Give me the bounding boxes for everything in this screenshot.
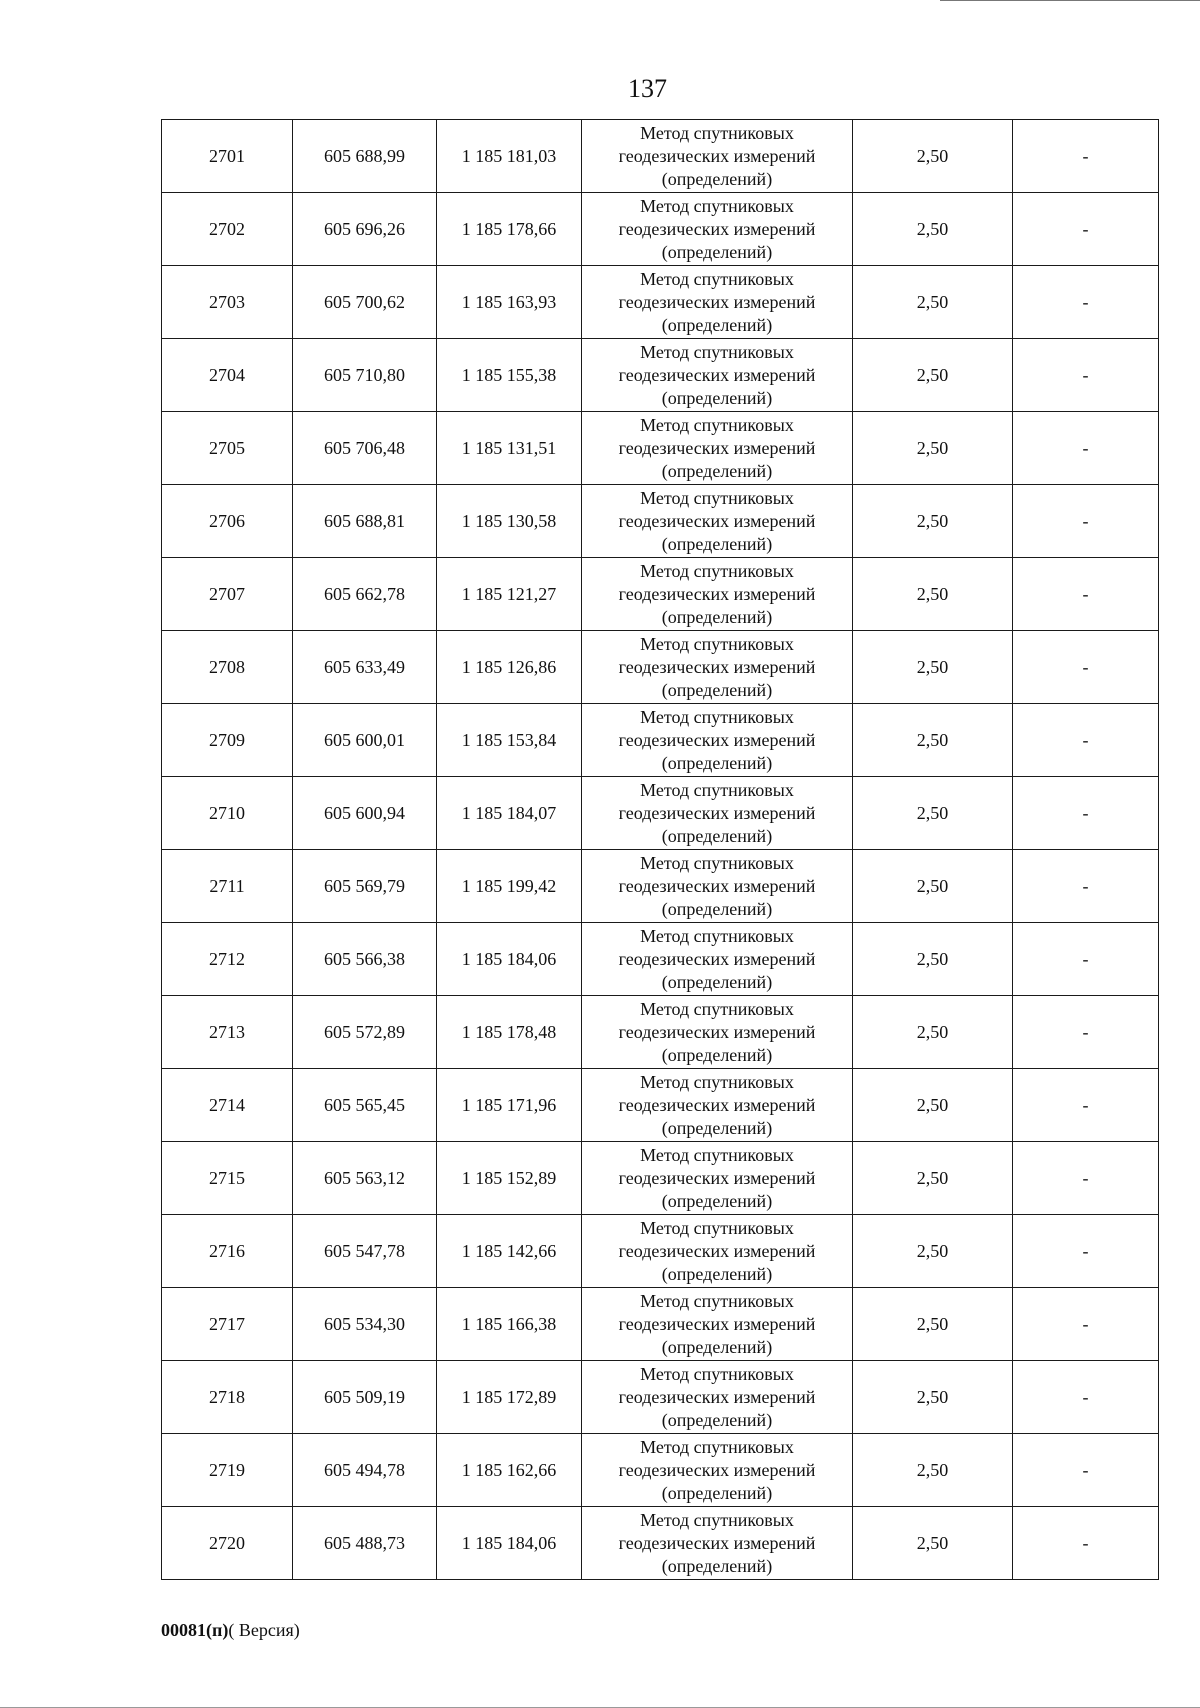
- table-row: [162, 1288, 1159, 1361]
- point-number-cell: 2711: [162, 850, 293, 923]
- y-coordinate-cell: 1 185 126,86: [437, 631, 582, 704]
- method-text-line: геодезических измерений: [618, 291, 816, 312]
- note-cell: -: [1013, 923, 1159, 996]
- method-text-line: (определений): [661, 752, 773, 773]
- method-text-line: геодезических измерений: [618, 145, 816, 166]
- x-coordinate-cell: 605 494,78: [293, 1434, 437, 1507]
- table-row: [162, 1361, 1159, 1434]
- accuracy-cell: 2,50: [853, 1069, 1013, 1142]
- method-text-line: Метод спутниковых: [640, 925, 794, 946]
- method-text-line: геодезических измерений: [618, 1094, 816, 1115]
- method-cell: [582, 1507, 853, 1580]
- y-coordinate-cell: 1 185 155,38: [437, 339, 582, 412]
- accuracy-cell: 2,50: [853, 339, 1013, 412]
- note-cell: -: [1013, 558, 1159, 631]
- x-coordinate-cell: 605 633,49: [293, 631, 437, 704]
- point-number-cell: 2703: [162, 266, 293, 339]
- method-text-line: Метод спутниковых: [640, 268, 794, 289]
- table-row: [162, 558, 1159, 631]
- method-text-line: (определений): [661, 241, 773, 262]
- table-body: [162, 120, 1159, 1580]
- note-cell: -: [1013, 1507, 1159, 1580]
- method-text-line: Метод спутниковых: [640, 1363, 794, 1384]
- method-text-line: геодезических измерений: [618, 1459, 816, 1480]
- method-text-line: (определений): [661, 1190, 773, 1211]
- method-text-line: геодезических измерений: [618, 1386, 816, 1407]
- accuracy-cell: 2,50: [853, 266, 1013, 339]
- method-cell: [582, 193, 853, 266]
- point-number-cell: 2702: [162, 193, 293, 266]
- note-cell: -: [1013, 120, 1159, 193]
- method-cell: [582, 1069, 853, 1142]
- method-text-line: (определений): [661, 1409, 773, 1430]
- method-text-line: (определений): [661, 1336, 773, 1357]
- table-row: [162, 1142, 1159, 1215]
- method-cell: [582, 485, 853, 558]
- y-coordinate-cell: 1 185 181,03: [437, 120, 582, 193]
- method-text-line: (определений): [661, 314, 773, 335]
- version-label: ( Версия): [228, 1620, 300, 1640]
- point-number-cell: 2715: [162, 1142, 293, 1215]
- note-cell: -: [1013, 777, 1159, 850]
- note-cell: -: [1013, 631, 1159, 704]
- method-text-line: Метод спутниковых: [640, 487, 794, 508]
- accuracy-cell: 2,50: [853, 1142, 1013, 1215]
- y-coordinate-cell: 1 185 199,42: [437, 850, 582, 923]
- method-text-line: геодезических измерений: [618, 948, 816, 969]
- method-text-line: геодезических измерений: [618, 1532, 816, 1553]
- table-row: [162, 1434, 1159, 1507]
- x-coordinate-cell: 605 700,62: [293, 266, 437, 339]
- point-number-cell: 2712: [162, 923, 293, 996]
- note-cell: -: [1013, 193, 1159, 266]
- x-coordinate-cell: 605 566,38: [293, 923, 437, 996]
- method-text-line: Метод спутниковых: [640, 1217, 794, 1238]
- y-coordinate-cell: 1 185 171,96: [437, 1069, 582, 1142]
- point-number-cell: 2714: [162, 1069, 293, 1142]
- y-coordinate-cell: 1 185 142,66: [437, 1215, 582, 1288]
- method-cell: [582, 1215, 853, 1288]
- method-text-line: геодезических измерений: [618, 1313, 816, 1334]
- method-cell: [582, 996, 853, 1069]
- note-cell: -: [1013, 485, 1159, 558]
- table-row: [162, 631, 1159, 704]
- note-cell: -: [1013, 266, 1159, 339]
- method-text-line: (определений): [661, 387, 773, 408]
- table-row: [162, 120, 1159, 193]
- method-text-line: Метод спутниковых: [640, 341, 794, 362]
- x-coordinate-cell: 605 600,94: [293, 777, 437, 850]
- point-number-cell: 2707: [162, 558, 293, 631]
- method-text-line: геодезических измерений: [618, 875, 816, 896]
- point-number-cell: 2713: [162, 996, 293, 1069]
- note-cell: -: [1013, 1361, 1159, 1434]
- accuracy-cell: 2,50: [853, 923, 1013, 996]
- accuracy-cell: 2,50: [853, 1434, 1013, 1507]
- method-text-line: (определений): [661, 1263, 773, 1284]
- y-coordinate-cell: 1 185 178,66: [437, 193, 582, 266]
- method-text-line: (определений): [661, 825, 773, 846]
- y-coordinate-cell: 1 185 131,51: [437, 412, 582, 485]
- method-text-line: (определений): [661, 679, 773, 700]
- accuracy-cell: 2,50: [853, 193, 1013, 266]
- accuracy-cell: 2,50: [853, 704, 1013, 777]
- y-coordinate-cell: 1 185 162,66: [437, 1434, 582, 1507]
- method-text-line: (определений): [661, 606, 773, 627]
- x-coordinate-cell: 605 488,73: [293, 1507, 437, 1580]
- point-number-cell: 2710: [162, 777, 293, 850]
- y-coordinate-cell: 1 185 178,48: [437, 996, 582, 1069]
- method-text-line: Метод спутниковых: [640, 1509, 794, 1530]
- table-row: [162, 485, 1159, 558]
- accuracy-cell: 2,50: [853, 850, 1013, 923]
- method-cell: [582, 850, 853, 923]
- table-row: [162, 339, 1159, 412]
- x-coordinate-cell: 605 565,45: [293, 1069, 437, 1142]
- note-cell: -: [1013, 996, 1159, 1069]
- x-coordinate-cell: 605 509,19: [293, 1361, 437, 1434]
- point-number-cell: 2717: [162, 1288, 293, 1361]
- page-number: 137: [628, 74, 667, 103]
- table-row: [162, 923, 1159, 996]
- method-cell: [582, 266, 853, 339]
- method-text-line: Метод спутниковых: [640, 560, 794, 581]
- note-cell: -: [1013, 412, 1159, 485]
- method-text-line: (определений): [661, 1044, 773, 1065]
- method-cell: [582, 923, 853, 996]
- x-coordinate-cell: 605 688,81: [293, 485, 437, 558]
- point-number-cell: 2716: [162, 1215, 293, 1288]
- table-row: [162, 266, 1159, 339]
- method-text-line: Метод спутниковых: [640, 633, 794, 654]
- method-text-line: Метод спутниковых: [640, 195, 794, 216]
- accuracy-cell: 2,50: [853, 1361, 1013, 1434]
- y-coordinate-cell: 1 185 166,38: [437, 1288, 582, 1361]
- x-coordinate-cell: 605 688,99: [293, 120, 437, 193]
- method-text-line: Метод спутниковых: [640, 1144, 794, 1165]
- coordinates-table: [161, 119, 1159, 1580]
- x-coordinate-cell: 605 569,79: [293, 850, 437, 923]
- method-cell: [582, 704, 853, 777]
- table-row: [162, 777, 1159, 850]
- method-cell: [582, 1142, 853, 1215]
- accuracy-cell: 2,50: [853, 777, 1013, 850]
- method-text-line: Метод спутниковых: [640, 779, 794, 800]
- note-cell: -: [1013, 1288, 1159, 1361]
- method-text-line: геодезических измерений: [618, 510, 816, 531]
- method-cell: [582, 339, 853, 412]
- accuracy-cell: 2,50: [853, 120, 1013, 193]
- method-text-line: Метод спутниковых: [640, 706, 794, 727]
- form-code: 00081(п): [161, 1620, 229, 1640]
- note-cell: -: [1013, 339, 1159, 412]
- method-text-line: Метод спутниковых: [640, 1071, 794, 1092]
- method-text-line: (определений): [661, 1117, 773, 1138]
- accuracy-cell: 2,50: [853, 1507, 1013, 1580]
- accuracy-cell: 2,50: [853, 996, 1013, 1069]
- method-text-line: (определений): [661, 898, 773, 919]
- method-text-line: геодезических измерений: [618, 583, 816, 604]
- x-coordinate-cell: 605 662,78: [293, 558, 437, 631]
- document-footer: [161, 1620, 300, 1641]
- accuracy-cell: 2,50: [853, 558, 1013, 631]
- table-row: [162, 1215, 1159, 1288]
- table-row: [162, 412, 1159, 485]
- accuracy-cell: 2,50: [853, 1215, 1013, 1288]
- method-text-line: геодезических измерений: [618, 1167, 816, 1188]
- note-cell: -: [1013, 850, 1159, 923]
- method-text-line: Метод спутниковых: [640, 1290, 794, 1311]
- scan-edge-line: [940, 0, 1200, 1]
- method-text-line: (определений): [661, 460, 773, 481]
- method-text-line: геодезических измерений: [618, 218, 816, 239]
- y-coordinate-cell: 1 185 184,06: [437, 1507, 582, 1580]
- x-coordinate-cell: 605 600,01: [293, 704, 437, 777]
- method-text-line: Метод спутниковых: [640, 852, 794, 873]
- x-coordinate-cell: 605 547,78: [293, 1215, 437, 1288]
- point-number-cell: 2706: [162, 485, 293, 558]
- method-cell: [582, 1361, 853, 1434]
- method-cell: [582, 1288, 853, 1361]
- method-text-line: (определений): [661, 971, 773, 992]
- y-coordinate-cell: 1 185 163,93: [437, 266, 582, 339]
- method-text-line: (определений): [661, 533, 773, 554]
- accuracy-cell: 2,50: [853, 412, 1013, 485]
- point-number-cell: 2704: [162, 339, 293, 412]
- method-cell: [582, 777, 853, 850]
- accuracy-cell: 2,50: [853, 485, 1013, 558]
- method-text-line: геодезических измерений: [618, 656, 816, 677]
- x-coordinate-cell: 605 696,26: [293, 193, 437, 266]
- table-row: [162, 193, 1159, 266]
- method-text-line: (определений): [661, 1482, 773, 1503]
- method-text-line: геодезических измерений: [618, 1240, 816, 1261]
- method-text-line: геодезических измерений: [618, 437, 816, 458]
- method-text-line: геодезических измерений: [618, 364, 816, 385]
- accuracy-cell: 2,50: [853, 1288, 1013, 1361]
- x-coordinate-cell: 605 572,89: [293, 996, 437, 1069]
- x-coordinate-cell: 605 563,12: [293, 1142, 437, 1215]
- x-coordinate-cell: 605 706,48: [293, 412, 437, 485]
- method-text-line: геодезических измерений: [618, 802, 816, 823]
- method-cell: [582, 631, 853, 704]
- y-coordinate-cell: 1 185 152,89: [437, 1142, 582, 1215]
- method-text-line: Метод спутниковых: [640, 1436, 794, 1457]
- method-cell: [582, 120, 853, 193]
- y-coordinate-cell: 1 185 184,06: [437, 923, 582, 996]
- point-number-cell: 2705: [162, 412, 293, 485]
- y-coordinate-cell: 1 185 172,89: [437, 1361, 582, 1434]
- y-coordinate-cell: 1 185 153,84: [437, 704, 582, 777]
- method-text-line: (определений): [661, 168, 773, 189]
- method-cell: [582, 412, 853, 485]
- table-row: [162, 850, 1159, 923]
- point-number-cell: 2719: [162, 1434, 293, 1507]
- note-cell: -: [1013, 1215, 1159, 1288]
- method-text-line: Метод спутниковых: [640, 414, 794, 435]
- method-text-line: Метод спутниковых: [640, 998, 794, 1019]
- point-number-cell: 2718: [162, 1361, 293, 1434]
- x-coordinate-cell: 605 710,80: [293, 339, 437, 412]
- note-cell: -: [1013, 1434, 1159, 1507]
- table-row: [162, 1069, 1159, 1142]
- table-row: [162, 996, 1159, 1069]
- method-text-line: (определений): [661, 1555, 773, 1576]
- accuracy-cell: 2,50: [853, 631, 1013, 704]
- note-cell: -: [1013, 704, 1159, 777]
- table-row: [162, 1507, 1159, 1580]
- method-cell: [582, 558, 853, 631]
- point-number-cell: 2708: [162, 631, 293, 704]
- point-number-cell: 2720: [162, 1507, 293, 1580]
- table-row: [162, 704, 1159, 777]
- point-number-cell: 2701: [162, 120, 293, 193]
- note-cell: -: [1013, 1069, 1159, 1142]
- x-coordinate-cell: 605 534,30: [293, 1288, 437, 1361]
- method-cell: [582, 1434, 853, 1507]
- y-coordinate-cell: 1 185 130,58: [437, 485, 582, 558]
- y-coordinate-cell: 1 185 184,07: [437, 777, 582, 850]
- point-number-cell: 2709: [162, 704, 293, 777]
- y-coordinate-cell: 1 185 121,27: [437, 558, 582, 631]
- note-cell: -: [1013, 1142, 1159, 1215]
- method-text-line: геодезических измерений: [618, 1021, 816, 1042]
- method-text-line: геодезических измерений: [618, 729, 816, 750]
- method-text-line: Метод спутниковых: [640, 122, 794, 143]
